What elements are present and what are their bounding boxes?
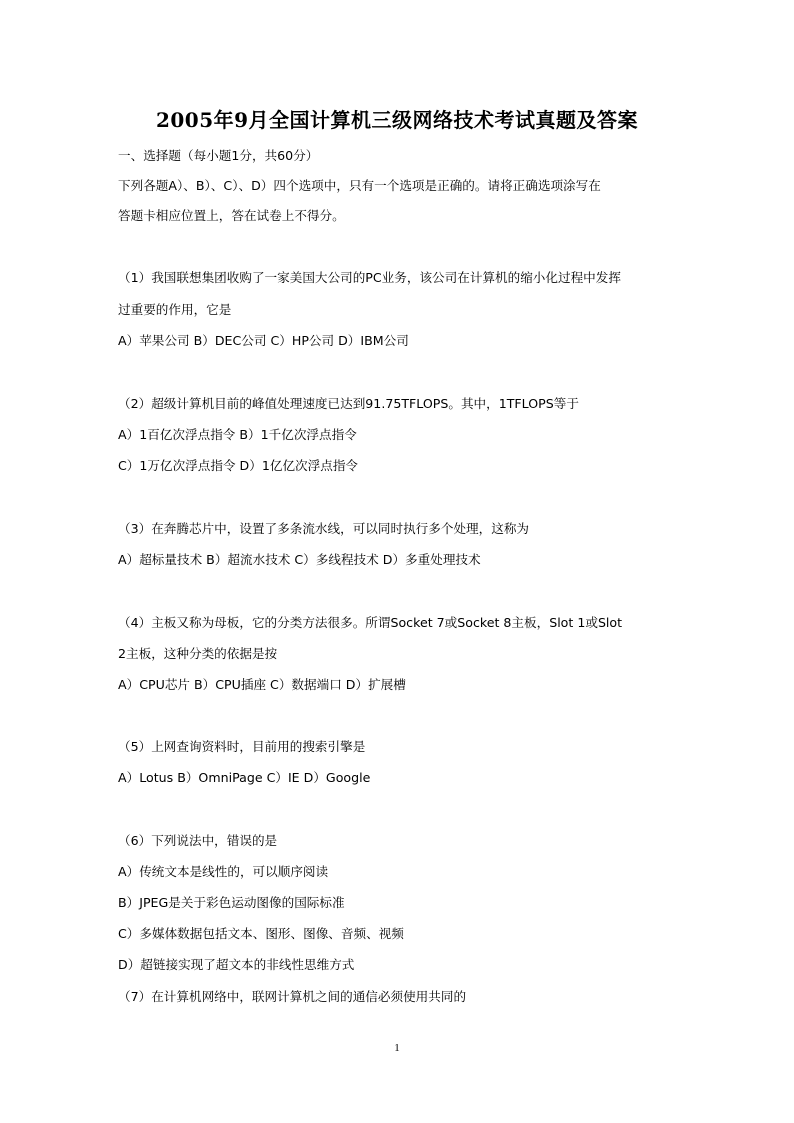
question-2-options: C）1万亿次浮点指令 D）1亿亿次浮点指令 xyxy=(118,458,359,473)
question-6-option: B）JPEG是关于彩色运动图像的国际标准 xyxy=(118,895,345,910)
question-6-text: （6）下列说法中，错误的是 xyxy=(118,833,278,848)
question-1-options: A）苹果公司 B）DEC公司 C）HP公司 D）IBM公司 xyxy=(118,333,409,348)
question-4-text: （4）主板又称为母板，它的分类方法很多。所谓Socket 7或Socket 8主板，Slot 1或Slot xyxy=(118,615,623,630)
question-3-text: （3）在奔腾芯片中，设置了多条流水线，可以同时执行多个处理，这称为 xyxy=(118,521,530,536)
section-heading: 一、选择题（每小题1分，共60分） xyxy=(118,148,319,163)
question-1-text: （1）我国联想集团收购了一家美国大公司的PC业务，该公司在计算机的缩小化过程中发挥 xyxy=(118,270,621,285)
page-number: 1 xyxy=(394,1042,400,1054)
question-7-text: （7）在计算机网络中，联网计算机之间的通信必须使用共同的 xyxy=(118,989,467,1004)
question-3-options: A）超标量技术 B）超流水技术 C）多线程技术 D）多重处理技术 xyxy=(118,552,481,567)
instructions-line: 答题卡相应位置上，答在试卷上不得分。 xyxy=(118,208,345,223)
question-2-options: A）1百亿次浮点指令 B）1千亿次浮点指令 xyxy=(118,427,357,442)
question-6-option: D）超链接实现了超文本的非线性思维方式 xyxy=(118,957,355,972)
question-6-option: C）多媒体数据包括文本、图形、图像、音频、视频 xyxy=(118,926,404,941)
question-5-text: （5）上网查询资料时，目前用的搜索引擎是 xyxy=(118,739,366,754)
instructions-line: 下列各题A）、B）、C）、D）四个选项中，只有一个选项是正确的。请将正确选项涂写在 xyxy=(118,178,601,193)
question-2-text: （2）超级计算机目前的峰值处理速度已达到91.75TFLOPS。其中，1TFLOPS等于 xyxy=(118,396,579,411)
document-title: 2005年9月全国计算机三级网络技术考试真题及答案 xyxy=(155,108,639,132)
question-1-text: 过重要的作用，它是 xyxy=(118,302,232,317)
question-4-options: A）CPU芯片 B）CPU插座 C）数据端口 D）扩展槽 xyxy=(118,677,406,692)
question-6-option: A）传统文本是线性的，可以顺序阅读 xyxy=(118,864,329,879)
question-4-text: 2主板，这种分类的依据是按 xyxy=(118,646,278,661)
question-5-options: A）Lotus B）OmniPage C）IE D）Google xyxy=(118,770,371,785)
